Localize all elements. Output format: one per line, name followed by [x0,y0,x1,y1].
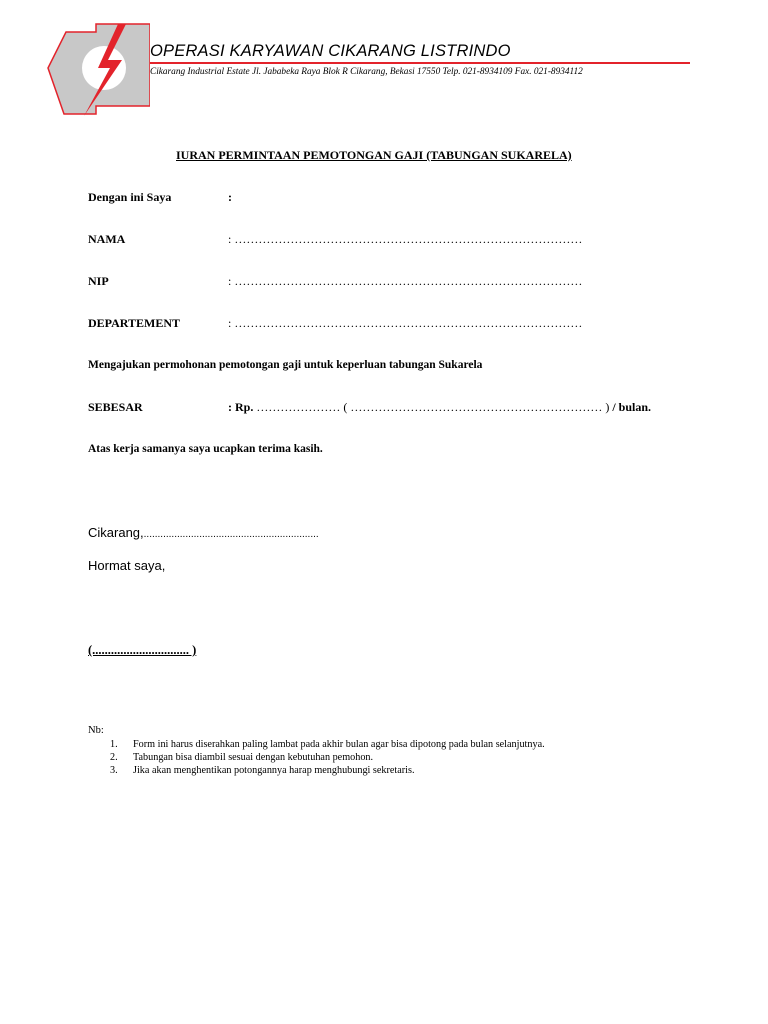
organization-name: OPERASI KARYAWAN CIKARANG LISTRINDO [150,42,511,60]
form-title: IURAN PERMINTAAN PEMOTONGAN GAJI (TABUNGAN SUKARELA) [176,148,572,162]
date-blank[interactable]: ............................................................... [143,529,319,540]
field-row-nama [88,232,582,247]
header-divider [150,62,690,64]
amount-currency: : Rp. [228,400,254,414]
field-row-departement [88,316,582,331]
amount-suffix: / bulan. [612,400,652,414]
place-label: Cikarang, [88,525,144,540]
note-text: Tabungan bisa diambil sesuai dengan kebutuhan pemohon. [133,752,374,763]
thanks-text: Atas kerja samanya saya ucapkan terima kasih. [88,443,323,455]
intro-row [88,190,232,205]
field-blank-nip[interactable]: : …………………………………………………………………………… [228,274,583,288]
regards-text: Hormat saya, [88,558,166,573]
note-number: 1. [110,739,118,750]
field-row-nip [88,274,582,289]
note-text: Jika akan menghentikan potongannya harap menghubungi sekretaris. [133,765,415,776]
list-item [110,764,545,777]
field-label-nip: NIP [88,274,109,288]
notes-title: Nb: [88,725,104,736]
list-item [110,738,545,751]
signature-line[interactable]: (............................... ) [88,643,197,657]
request-text: Mengajukan permohonan pemotongan gaji untuk keperluan tabungan Sukarela [88,359,483,371]
notes-list [110,738,545,777]
amount-label: SEBESAR [88,400,143,414]
intro-label: Dengan ini Saya [88,190,172,204]
organization-address: Cikarang Industrial Estate Jl. Jababeka Raya Blok R Cikarang, Bekasi 17550 Telp. 021-8934109 Fax. 021-8934112 [150,67,583,77]
note-number: 2. [110,752,118,763]
lightning-bolt-omega-logo [46,22,150,118]
note-text: Form ini harus diserahkan paling lambat pada akhir bulan agar bisa dipotong pada bulan selanjutnya. [133,739,545,750]
field-label-departement: DEPARTEMENT [88,316,181,330]
place-date-line [88,525,319,540]
field-blank-nama[interactable]: : …………………………………………………………………………… [228,232,583,246]
field-blank-departement[interactable]: : …………………………………………………………………………… [228,316,583,330]
intro-colon: : [228,190,232,204]
note-number: 3. [110,765,118,776]
amount-row [88,400,651,415]
field-label-nama: NAMA [88,232,126,246]
amount-blank[interactable]: ………………… ( ……………………………………………………… ) [253,400,613,414]
list-item [110,751,545,764]
